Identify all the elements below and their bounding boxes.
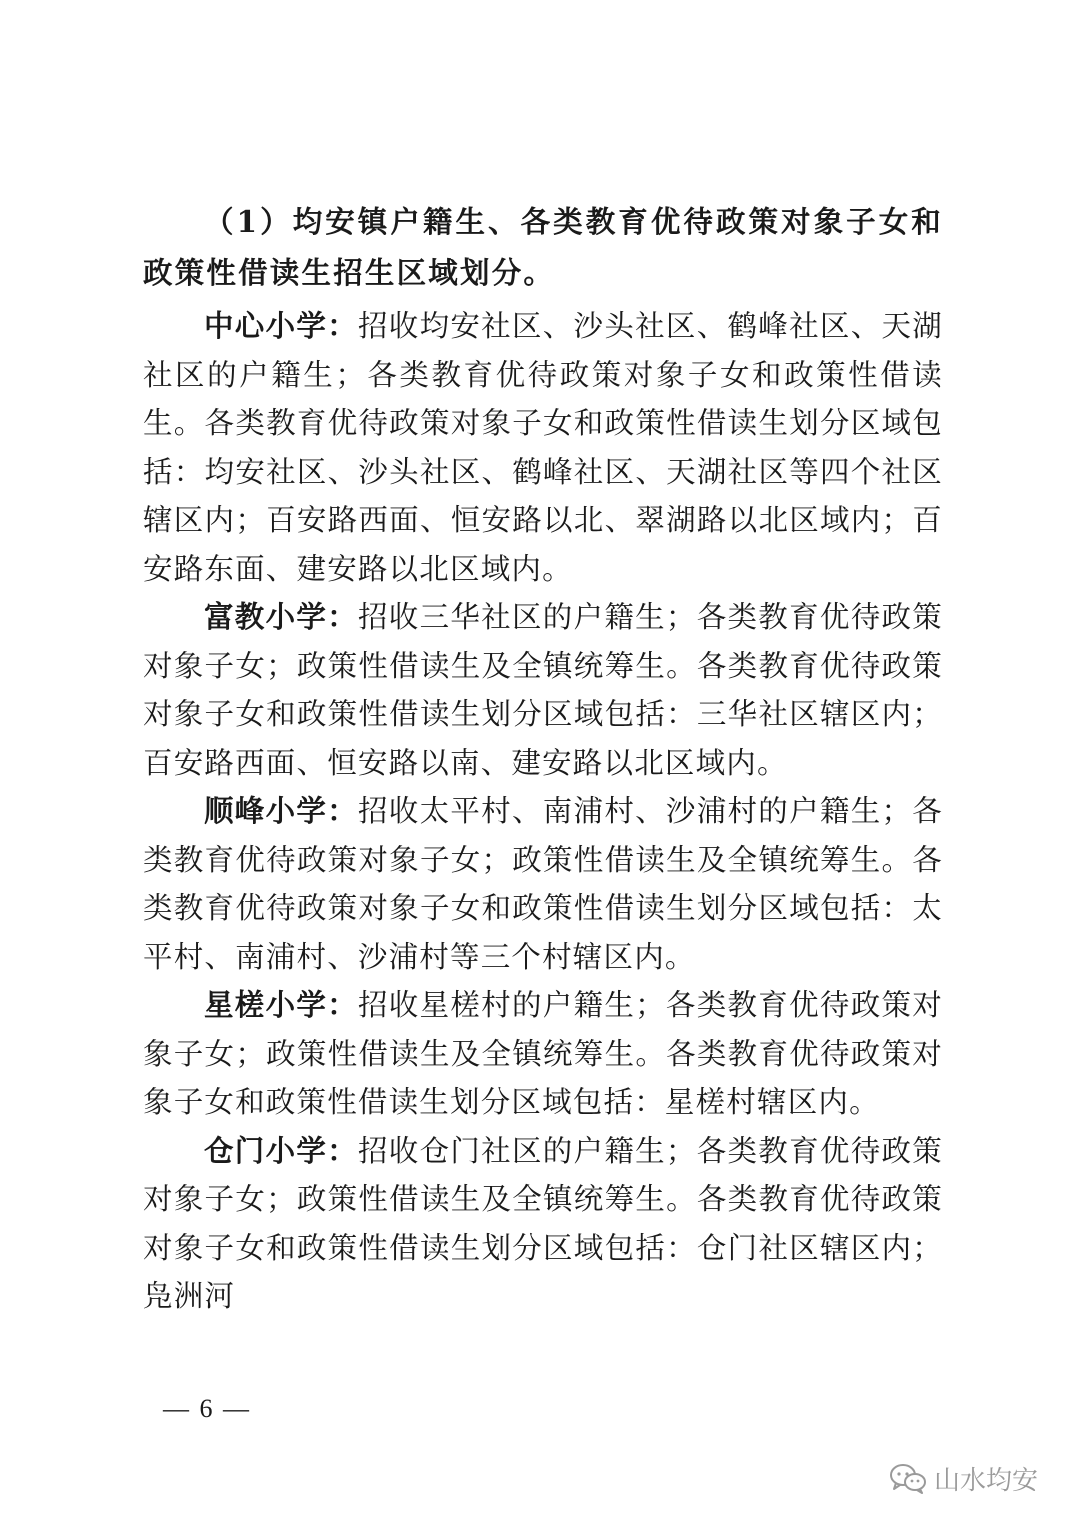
wechat-icon — [888, 1462, 928, 1494]
school-description: 招收星槎村的户籍生；各类教育优待政策对象子女；政策性借读生及全镇统筹生。各类教育优待政策对象子女和政策性借读生划分区域包括：星槎村辖区内。 — [143, 988, 943, 1119]
school-name: 顺峰小学： — [204, 794, 358, 828]
school-name: 仓门小学： — [204, 1133, 358, 1168]
page-number: — 6 — — [163, 1394, 251, 1423]
school-description: 招收三华社区的户籍生；各类教育优待政策对象子女；政策性借读生及全镇统筹生。各类教育优待政策对象子女和政策性借读生划分区域包括：三华社区辖区内；百安路西面、恒安路以南、建安路以北区域内。 — [143, 600, 943, 780]
school-paragraph — [143, 981, 943, 1127]
school-name: 中心小学： — [204, 309, 358, 343]
school-paragraph — [143, 302, 943, 593]
school-paragraph — [143, 593, 943, 787]
section-heading: （1）均安镇户籍生、各类教育优待政策对象子女和政策性借读生招生区域划分。 — [143, 204, 943, 290]
document-body — [143, 196, 943, 1321]
school-description: 招收仓门社区的户籍生；各类教育优待政策对象子女；政策性借读生及全镇统筹生。各类教育优待政策对象子女和政策性借读生划分区域包括：仓门社区辖区内；凫洲河 — [143, 1133, 943, 1313]
school-paragraph — [143, 1127, 943, 1321]
school-name: 星槎小学： — [204, 988, 358, 1022]
school-paragraph — [143, 787, 943, 981]
school-description: 招收太平村、南浦村、沙浦村的户籍生；各类教育优待政策对象子女；政策性借读生及全镇统筹生。各类教育优待政策对象子女和政策性借读生划分区域包括：太平村、南浦村、沙浦村等三个村辖区内。 — [143, 794, 943, 974]
school-description: 招收均安社区、沙头社区、鹤峰社区、天湖社区的户籍生；各类教育优待政策对象子女和政策性借读生。各类教育优待政策对象子女和政策性借读生划分区域包括：均安社区、沙头社区、鹤峰社区、天湖社区等四个社区辖区内；百安路西面、恒安路以北、翠湖路以北区域内；百安路东面、建安路以北区域内。 — [143, 309, 943, 586]
watermark-text: 山水均安 — [934, 1465, 1039, 1496]
school-name: 富教小学： — [204, 600, 358, 634]
account-watermark — [888, 1456, 1038, 1500]
